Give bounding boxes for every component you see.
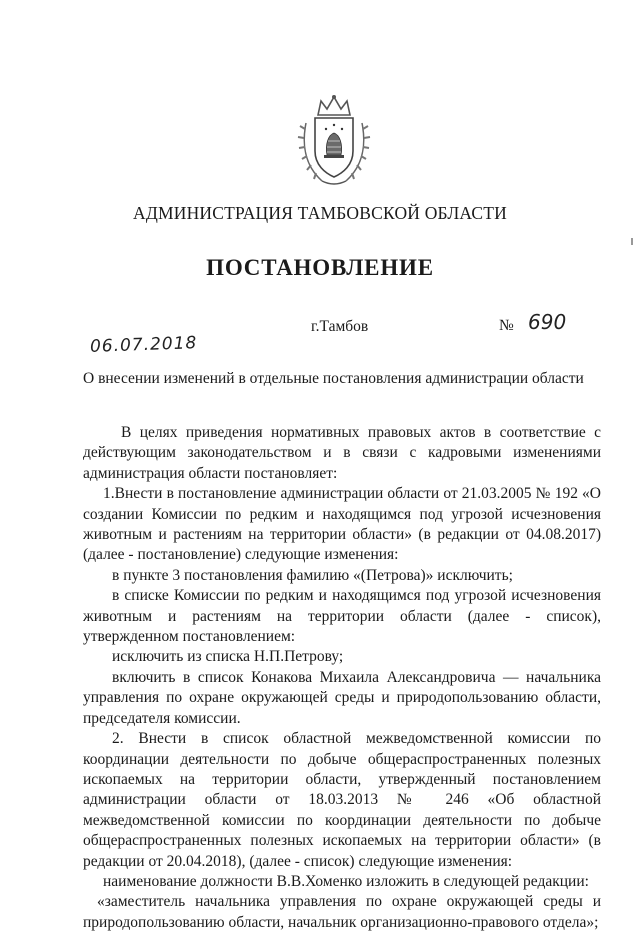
paragraph-item-1-change-a: в пункте 3 постановления фамилию «(Петрова)» исключить; [112, 566, 513, 584]
document-date: 06.07.2018 [89, 333, 198, 357]
paragraph-item-1-exclude: исключить из списка Н.П.Петрову; [112, 648, 344, 666]
paragraph-item-1-include: включить в список Конакова Михаила Александровича — начальника управления по охране окружающей среды и природопользованию области, председателя комиссии. [83, 668, 601, 727]
paragraph-item-2: 2. Внести в список областной межведомственной комиссии по координации деятельности по добыче общераспространенных полезных ископаемых на территории области, утвержденный постановлением администрации области от 18.03.2013 № 246 «Об областной межведомственной комиссии по координации деятельности по добыче общераспространенных полезных ископаемых на территории области» (в редакции от 20.04.2018), (далее - список) следующие изменения: [83, 730, 601, 870]
organization-heading: АДМИНИСТРАЦИЯ ТАМБОВСКОЙ ОБЛАСТИ [133, 203, 507, 223]
paragraph-item-1: 1.Внести в постановление администрации области от 21.03.2005 № 192 «О создании Комиссии по редким и находящимся под угрозой исчезновения животным и растениям на территории области» (в редакции от 04.08.2017) (далее - постановление) следующие изменения: [83, 485, 601, 564]
paragraph-item-1-change-b: в списке Комиссии по редким и находящимся под угрозой исчезновения животным и растениям на территории области (далее - список), утвержденном постановлением: [83, 587, 601, 646]
document-city: г.Тамбов [311, 318, 369, 335]
document-number: 690 [528, 310, 567, 334]
scan-edge-mark [631, 238, 633, 245]
document-body [83, 423, 601, 933]
paragraph-preamble: В целях приведения нормативных правовых актов в соответствие с действующим законодательством и в связи с кадровыми изменениями администрация области постановляет: [83, 424, 601, 482]
paragraph-item-2-new-title: «заместитель начальника управления по охране окружающей среды и природопользованию области, начальник организационно-правового отдела»; [83, 893, 601, 931]
paragraph-item-2-change: наименование должности В.В.Хоменко изложить в следующей редакции: [103, 872, 589, 890]
document-type-title: ПОСТАНОВЛЕНИЕ [206, 255, 434, 280]
tambov-coat-of-arms-icon [296, 93, 372, 188]
number-sign: № [499, 317, 514, 334]
document-subject: О внесении изменений в отдельные постановления администрации области [83, 370, 584, 387]
